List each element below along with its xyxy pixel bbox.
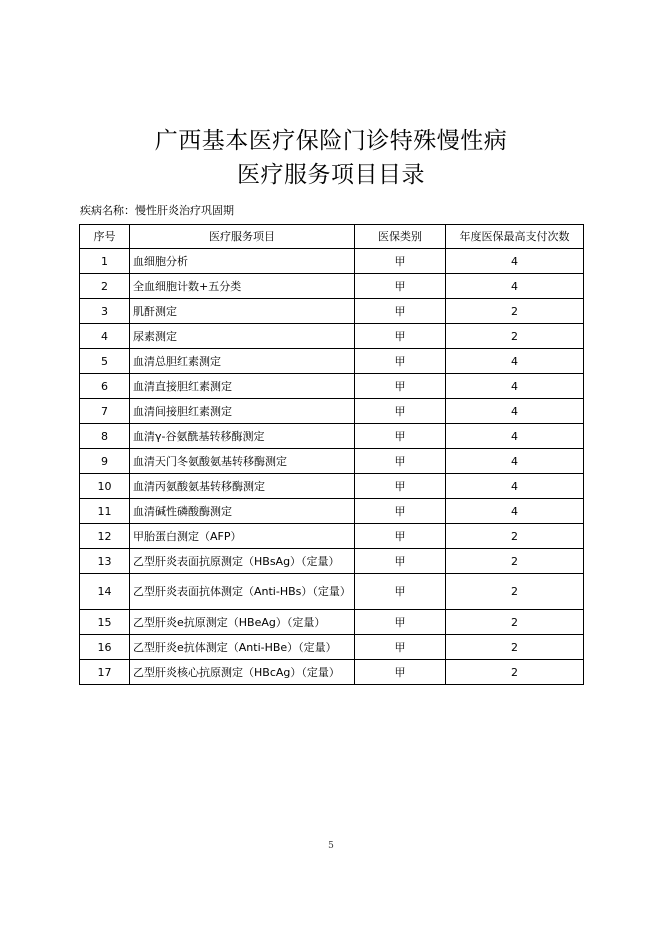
cell-category: 甲 bbox=[355, 249, 446, 274]
cell-item: 血清直接胆红素测定 bbox=[130, 374, 355, 399]
table-row bbox=[80, 524, 584, 549]
cell-max: 4 bbox=[446, 449, 584, 474]
cell-max: 2 bbox=[446, 635, 584, 660]
column-header-item: 医疗服务项目 bbox=[130, 225, 355, 249]
cell-item: 血清γ-谷氨酰基转移酶测定 bbox=[130, 424, 355, 449]
cell-no: 3 bbox=[80, 299, 130, 324]
table-row bbox=[80, 610, 584, 635]
cell-no: 1 bbox=[80, 249, 130, 274]
cell-max: 4 bbox=[446, 249, 584, 274]
cell-max: 4 bbox=[446, 374, 584, 399]
cell-category: 甲 bbox=[355, 660, 446, 685]
cell-max: 4 bbox=[446, 399, 584, 424]
cell-max: 2 bbox=[446, 660, 584, 685]
cell-no: 2 bbox=[80, 274, 130, 299]
cell-item: 乙型肝炎e抗体测定（Anti-HBe）（定量） bbox=[130, 635, 355, 660]
cell-no: 6 bbox=[80, 374, 130, 399]
cell-category: 甲 bbox=[355, 574, 446, 610]
cell-max: 2 bbox=[446, 549, 584, 574]
table-row bbox=[80, 399, 584, 424]
cell-max: 2 bbox=[446, 610, 584, 635]
cell-max: 4 bbox=[446, 274, 584, 299]
document-title-line1: 广西基本医疗保险门诊特殊慢性病 bbox=[154, 128, 508, 154]
table-row bbox=[80, 474, 584, 499]
cell-item: 乙型肝炎表面抗体测定（Anti-HBs）（定量） bbox=[130, 574, 355, 610]
cell-category: 甲 bbox=[355, 424, 446, 449]
cell-no: 17 bbox=[80, 660, 130, 685]
cell-no: 13 bbox=[80, 549, 130, 574]
cell-category: 甲 bbox=[355, 474, 446, 499]
cell-no: 15 bbox=[80, 610, 130, 635]
table-header-row bbox=[80, 225, 584, 249]
cell-category: 甲 bbox=[355, 610, 446, 635]
cell-item: 血细胞分析 bbox=[130, 249, 355, 274]
table-row bbox=[80, 424, 584, 449]
cell-category: 甲 bbox=[355, 549, 446, 574]
table-row bbox=[80, 324, 584, 349]
column-header-no: 序号 bbox=[80, 225, 130, 249]
cell-category: 甲 bbox=[355, 374, 446, 399]
document-title-line2: 医疗服务项目目录 bbox=[237, 162, 425, 188]
cell-no: 10 bbox=[80, 474, 130, 499]
cell-item: 尿素测定 bbox=[130, 324, 355, 349]
cell-category: 甲 bbox=[355, 299, 446, 324]
table-row bbox=[80, 349, 584, 374]
cell-max: 4 bbox=[446, 349, 584, 374]
cell-no: 11 bbox=[80, 499, 130, 524]
cell-category: 甲 bbox=[355, 399, 446, 424]
cell-category: 甲 bbox=[355, 524, 446, 549]
cell-item: 血清总胆红素测定 bbox=[130, 349, 355, 374]
table-row bbox=[80, 449, 584, 474]
column-header-max-times: 年度医保最高支付次数 bbox=[446, 225, 584, 249]
table-row bbox=[80, 249, 584, 274]
table-row bbox=[80, 374, 584, 399]
cell-item: 肌酐测定 bbox=[130, 299, 355, 324]
table-row bbox=[80, 635, 584, 660]
table-row bbox=[80, 299, 584, 324]
cell-item: 血清间接胆红素测定 bbox=[130, 399, 355, 424]
table-row bbox=[80, 274, 584, 299]
table-row bbox=[80, 549, 584, 574]
cell-no: 9 bbox=[80, 449, 130, 474]
cell-no: 8 bbox=[80, 424, 130, 449]
cell-item: 乙型肝炎e抗原测定（HBeAg）（定量） bbox=[130, 610, 355, 635]
service-items-table bbox=[79, 224, 584, 685]
cell-category: 甲 bbox=[355, 274, 446, 299]
cell-item: 血清碱性磷酸酶测定 bbox=[130, 499, 355, 524]
cell-max: 2 bbox=[446, 524, 584, 549]
cell-no: 5 bbox=[80, 349, 130, 374]
cell-no: 14 bbox=[80, 574, 130, 610]
cell-category: 甲 bbox=[355, 499, 446, 524]
cell-max: 4 bbox=[446, 474, 584, 499]
cell-max: 4 bbox=[446, 499, 584, 524]
table-row bbox=[80, 499, 584, 524]
cell-item: 乙型肝炎核心抗原测定（HBcAg）（定量） bbox=[130, 660, 355, 685]
cell-item: 血清丙氨酸氨基转移酶测定 bbox=[130, 474, 355, 499]
cell-category: 甲 bbox=[355, 349, 446, 374]
table-row bbox=[80, 574, 584, 610]
cell-max: 2 bbox=[446, 299, 584, 324]
table-row bbox=[80, 660, 584, 685]
cell-category: 甲 bbox=[355, 449, 446, 474]
cell-category: 甲 bbox=[355, 635, 446, 660]
cell-max: 2 bbox=[446, 324, 584, 349]
cell-item: 全血细胞计数+五分类 bbox=[130, 274, 355, 299]
column-header-category: 医保类别 bbox=[355, 225, 446, 249]
cell-item: 血清天门冬氨酸氨基转移酶测定 bbox=[130, 449, 355, 474]
cell-item: 乙型肝炎表面抗原测定（HBsAg）（定量） bbox=[130, 549, 355, 574]
page-number: 5 bbox=[328, 841, 334, 851]
disease-name-label: 疾病名称：慢性肝炎治疗巩固期 bbox=[80, 204, 234, 217]
cell-no: 4 bbox=[80, 324, 130, 349]
cell-item: 甲胎蛋白测定（AFP） bbox=[130, 524, 355, 549]
cell-max: 2 bbox=[446, 574, 584, 610]
cell-category: 甲 bbox=[355, 324, 446, 349]
cell-no: 16 bbox=[80, 635, 130, 660]
cell-no: 7 bbox=[80, 399, 130, 424]
cell-no: 12 bbox=[80, 524, 130, 549]
cell-max: 4 bbox=[446, 424, 584, 449]
